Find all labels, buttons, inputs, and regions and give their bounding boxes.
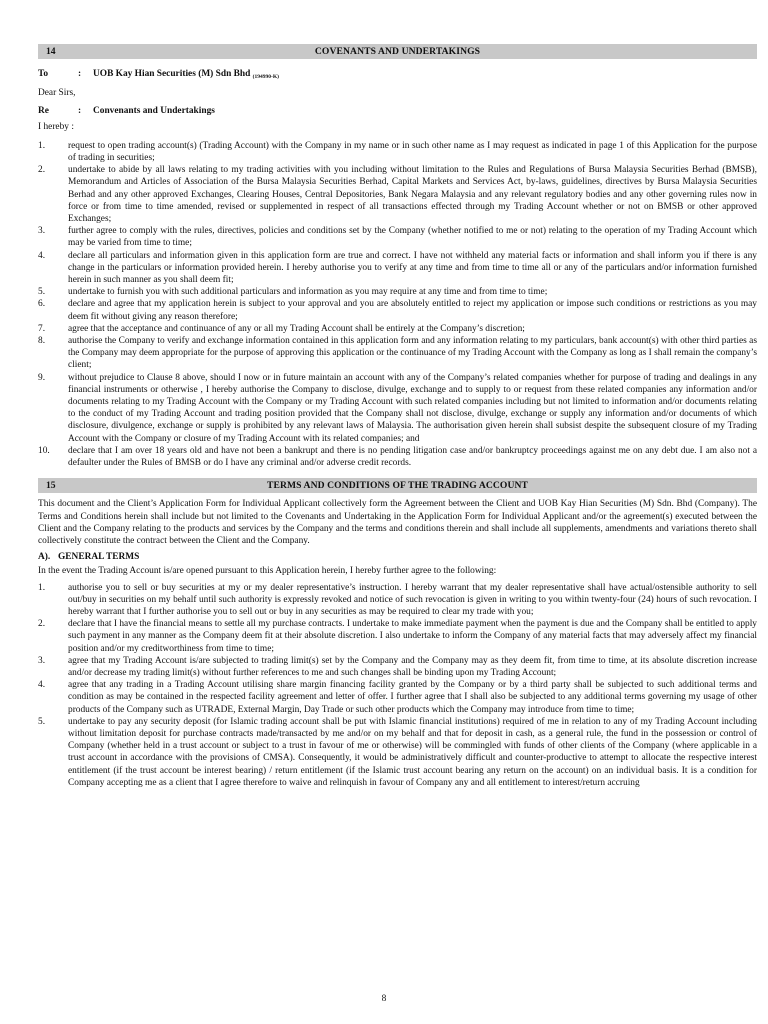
list-item: 4. agree that any trading in a Trading Account utilising share margin financing facility granted by the Company or by a third party shall be subjected to such additional terms and condition as may be contained in the respected facility agreement and letter of offer. I further agree that I shall also be subjected to any additional terms governing my usage of other products of the Company such as UTRADE, External Margin, Day Trade or such other products which the Company may introduce from time to time; — [38, 680, 757, 715]
list-item: 1. authorise you to sell or buy securities at my or my dealer representative’s instruction. I hereby warrant that my dealer representative shall have actual/ostensible authority to sell out/buy in securities on my behalf until such authority is expressly revoked and notice of such revocation is given in writing to you within twenty-four (24) hours of such revocation. I hereby warrant that I further authorise you to sell out or buy in any securities as may be required to clear my trade with you; — [38, 582, 757, 617]
page-number: 8 — [381, 994, 387, 1004]
document-page — [38, 44, 757, 789]
list-item: 3. further agree to comply with the rules, directives, policies and conditions set by the Company (whether notified to me or not) relating to the operation of my Trading Account which may be varied from time to time; — [38, 226, 757, 249]
to-label: To : — [38, 69, 82, 79]
section-15-header — [38, 478, 757, 493]
to-value: UOB Kay Hian Securities (M) Sdn Bhd $_{(194990-K)}$ — [93, 69, 279, 80]
list-item: 2. undertake to abide by all laws relating to my trading activities with you including without limitation to the Rules and Regulations of Bursa Malaysia Securities Berhad (BMSB), Memorandum and Articles of Association of the Bursa Malaysia Securities Berhad, Capital Markets and Services Act, by-laws, guidelines, directives by Bursa Malaysia Securities Berhad and any other approved Exchanges, Clearing Houses, Central Depositories, Bank Negara Malaysia and any relevant regulatory bodies and any other governing rules now in force or from time to time amended, revised or supplemented in respect of all transactions effected through my Trading Account whether or not on BMSB or other approved Exchanges; — [38, 165, 757, 225]
section-15-list — [38, 582, 757, 789]
section-15-intro: This document and the Client’s Application Form for Individual Applicant collectively form the Agreement between the Client and UOB Kay Hian Securities (M) Sdn. Bhd (Company). The Terms and Conditions herein shall include but not limited to the Covenants and Undertaking in the Application Form for Individual Applicant and/or the agreement(s) executed between the Client and the Company relating to the products and services by the Company and the terms and conditions therein and shall include all supplements, amendments and variations thereto shall collectively constitute the contract between the Client and the Company. — [38, 499, 757, 546]
list-item: 7. agree that the acceptance and continuance of any or all my Trading Account shall be entirely at the Company’s discretion; — [38, 323, 525, 334]
addressee-line — [38, 68, 757, 81]
list-item: 9. without prejudice to Clause 8 above, should I now or in future maintain an account with any of the Company’s related companies whether for purpose of trading and dealings in any financial instruments or otherwise , I hereby authorise the Company to disclose, divulge, exchange and to supply to or request from these related companies any information and/or documents relating to my Trading Account with the Company or my Trading Account with such related companies including but not limited to information and/or documents relating to the conduct of my Trading Account and trading position provided that the Company shall not disclose, divulge, exchange or supply any information and/or documents of which disclosure, divulgence, exchange or supply is prohibited by any relevant laws of Malaysia. The authorisation given herein shall subsist despite the subsequent closure of my Trading Account with the Company or closure of my Trading Account with its related companies; and — [38, 372, 757, 444]
list-item: 5. undertake to furnish you with such additional particulars and information as you may require at any time and from time to time; — [38, 287, 548, 298]
subsection-heading: A). GENERAL TERMS — [38, 552, 140, 563]
registration-number: (194990-K) — [252, 74, 279, 80]
section-title: COVENANTS AND UNDERTAKINGS — [314, 46, 481, 57]
section-title: TERMS AND CONDITIONS OF THE TRADING ACCOUNT — [266, 480, 529, 492]
list-item: 2. declare that I have the financial means to settle all my purchase contracts. I undertake to make immediate payment when the payment is due and the Company shall be entitled to apply such payment in any manner as the Company deem fit at their absolute discretion. I also undertake to inform the Company of any material facts that may adversely affect my financial position and/or my creditworthiness from time to time; — [38, 619, 757, 654]
list-item: 6. declare and agree that my application herein is subject to your approval and you are absolutely entitled to reject my application or impose such conditions or restrictions as you may deem fit without giving any reason therefore; — [38, 299, 757, 322]
list-item: 8. authorise the Company to verify and exchange information contained in this application form and any information relating to my particulars, bank account(s) with other third parties as the Company may deem appropriate for the purpose of approving this application or the continuance of my Trading Account with the Company as long as I shall remain the company’s client; — [38, 336, 757, 371]
list-item: 3. agree that my Trading Account is/are subjected to trading limit(s) set by the Company and the Company may as they deem fit, from time to time, at its absolute discretion increase and/or decrease my trading limit(s) without further references to me and such changes shall be binding upon my Trading Account; — [38, 655, 757, 678]
section-number: 15 — [46, 480, 56, 492]
salutation: Dear Sirs, — [38, 88, 76, 99]
section-14-header — [38, 44, 757, 59]
section-14-list — [38, 140, 757, 469]
subsection-intro: In the event the Trading Account is/are opened pursuant to this Application herein, I hereby further agree to the following: — [38, 566, 497, 577]
subject-line — [38, 105, 757, 117]
section-number: 14 — [46, 46, 56, 57]
intro-text: I hereby : — [38, 121, 74, 132]
list-item: 4. declare all particulars and information given in this application form are true and correct. I have not withheld any material facts or information and shall inform you if there is any change in the particulars or information provided herein. I hereby authorise you to verify at any time and from time to time all or any of the particulars and/or information furnished herein in such manner as you shall deem fit; — [38, 250, 757, 286]
list-item: 10. declare that I am over 18 years old and have not been a bankrupt and there is no pending litigation case and/or bankruptcy proceedings against me on any debt due. I am also not a defaulter under the Rules of BMSB or do I have any criminal and/or adverse credit records. — [38, 445, 757, 469]
re-label: Re : — [38, 106, 82, 117]
list-item: 5. undertake to pay any security deposit (for Islamic trading account shall be put with Islamic financial institutions) required of me in relation to any of my Trading Account including without limitation deposit for purchase contracts made/transacted by me and/or on my behalf and that for deposit in cash, as a general rule, the fund in the possession or control of Company (whether held in a trust account or subject to a trust in favour of me or otherwise) will be commingled with funds of other clients of the Company (where applicable in a trust account in accordance with the provisions of CMSA). Consequently, it would be administratively difficult and counter-productive to attempt to allocate the respective interest entitlement (if the trust account be interest bearing) / return entitlement (if the Islamic trust account bearing any return on the account) on an individual basis. It is a condition for Company accepting me as a client that I agree therefore to waive and relinquish in favour of Company any and all entitlement to interest/return accruing — [38, 716, 757, 788]
re-value: Convenants and Undertakings — [93, 106, 215, 117]
list-item: 1. request to open trading account(s) (Trading Account) with the Company in my name or in such other name as I may request as indicated in page 1 of this Application for the purpose of trading in securities; — [38, 140, 757, 164]
